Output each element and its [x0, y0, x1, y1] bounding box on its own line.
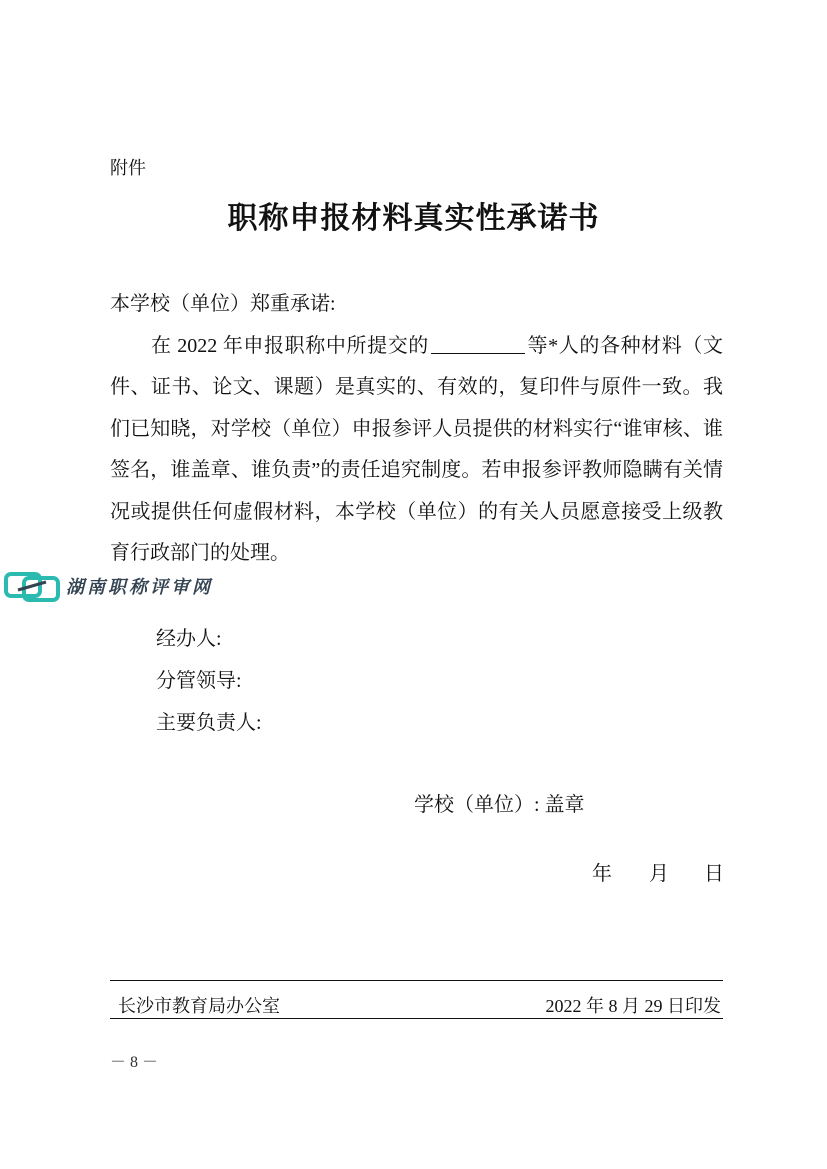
- stamp-line: 学校（单位）: 盖章: [414, 794, 585, 816]
- footer-issue-date: 2022 年 8 月 29 日印发: [545, 996, 721, 1016]
- link-logo-icon: [4, 570, 60, 602]
- footer-issuer: 长沙市教育局办公室: [118, 996, 280, 1016]
- commitment-paragraph: [110, 326, 723, 575]
- name-blank-field: [431, 335, 525, 354]
- document-title: 职称申报材料真实性承诺书: [227, 201, 600, 236]
- commitment-body: [110, 284, 723, 575]
- date-year-label: 年: [592, 863, 612, 885]
- salutation: 本学校（单位）郑重承诺:: [110, 293, 336, 315]
- watermark: [4, 570, 213, 602]
- page-number: － 8 －: [110, 1054, 159, 1071]
- date-day-label: 日: [704, 863, 724, 885]
- paragraph-after-blank: 等*人的各种材料（文件、证书、论文、课题）是真实的、有效的，复印件与原件一致。我们已知晓，对学校（单位）申报参评人员提供的材料实行“谁审核、谁签名，谁盖章、谁负责”的责任追究制度。若申报参评教师隐瞒有关情况或提供任何虚假材料，本学校（单位）的有关人员愿意接受上级教育行政部门的处理。: [110, 334, 724, 564]
- footer-top-rule: [110, 980, 723, 981]
- handler-signature: 经办人:: [156, 628, 222, 650]
- date-month-label: 月: [649, 863, 669, 885]
- attachment-label: 附件: [110, 158, 146, 178]
- paragraph-before-blank: 在 2022 年申报职称中所提交的: [151, 334, 429, 357]
- principal-signature: 主要负责人:: [156, 712, 262, 734]
- leader-signature: 分管领导:: [156, 670, 242, 692]
- watermark-text: 湖南职称评审网: [66, 577, 213, 598]
- footer-bottom-rule: [110, 1018, 723, 1019]
